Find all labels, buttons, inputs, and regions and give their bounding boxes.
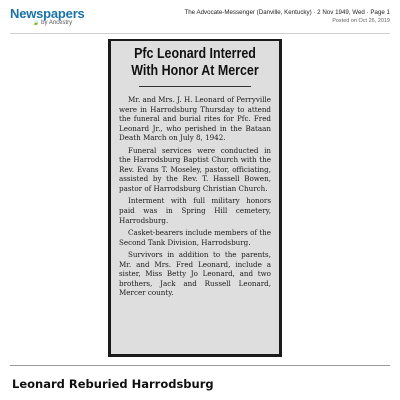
logo-wordmark: Newspapers (10, 6, 85, 21)
headline-rule (139, 86, 251, 87)
article-paragraph: Interment with full military honors paid was in Spring Hill cemetery, Harrodsburg. (119, 196, 271, 225)
caption-divider (10, 365, 390, 366)
ancestry-leaf-icon: 🍃 (32, 20, 40, 26)
clipping-title: Leonard Reburied Harrodsburg (12, 377, 214, 391)
article-body (119, 95, 271, 298)
logo-byline-text: by Ancestry (41, 20, 73, 26)
clipping-paper (111, 41, 279, 354)
logo-byline (32, 20, 85, 27)
publication-info[interactable]: The Advocate-Messenger (Danville, Kentucky) · 2 Nov 1949, Wed · Page 1 (184, 9, 390, 16)
posted-date: Posted on Oct 26, 2019 (332, 18, 390, 24)
article-paragraph: Mr. and Mrs. J. H. Leonard of Perryville were in Harrodsburg Thursday to attend the funeral and burial rites for Pfc. Fred Leonard Jr., who perished in the Bataan Death March on July 8, 1942. (119, 95, 271, 143)
clipping-headline (126, 46, 264, 79)
headline-line-2: With Honor At Mercer (131, 61, 259, 79)
newspapers-logo[interactable] (10, 7, 85, 27)
clipping-meta (184, 9, 390, 26)
article-paragraph: Funeral services were conducted in the Harrodsburg Baptist Church with the Rev. Evans T. Moseley, pastor, officiating, assisted by the Rev. T. Hassell Bowen, pastor of Harrodsburg Christian Church. (119, 145, 271, 193)
article-paragraph: Survivors in addition to the parents, Mr. and Mrs. Fred Leonard, include a sister, Miss Betty Jo Leonard, and two brothers, Jack and Russell Leonard, Mercer county. (119, 250, 271, 298)
header-divider (10, 33, 390, 34)
article-paragraph: Casket-bearers include members of the Second Tank Division, Harrodsburg. (119, 228, 271, 247)
page-header (0, 0, 400, 30)
headline-line-1: Pfc Leonard Interred (134, 45, 256, 62)
newspaper-clipping-image[interactable] (108, 39, 282, 357)
